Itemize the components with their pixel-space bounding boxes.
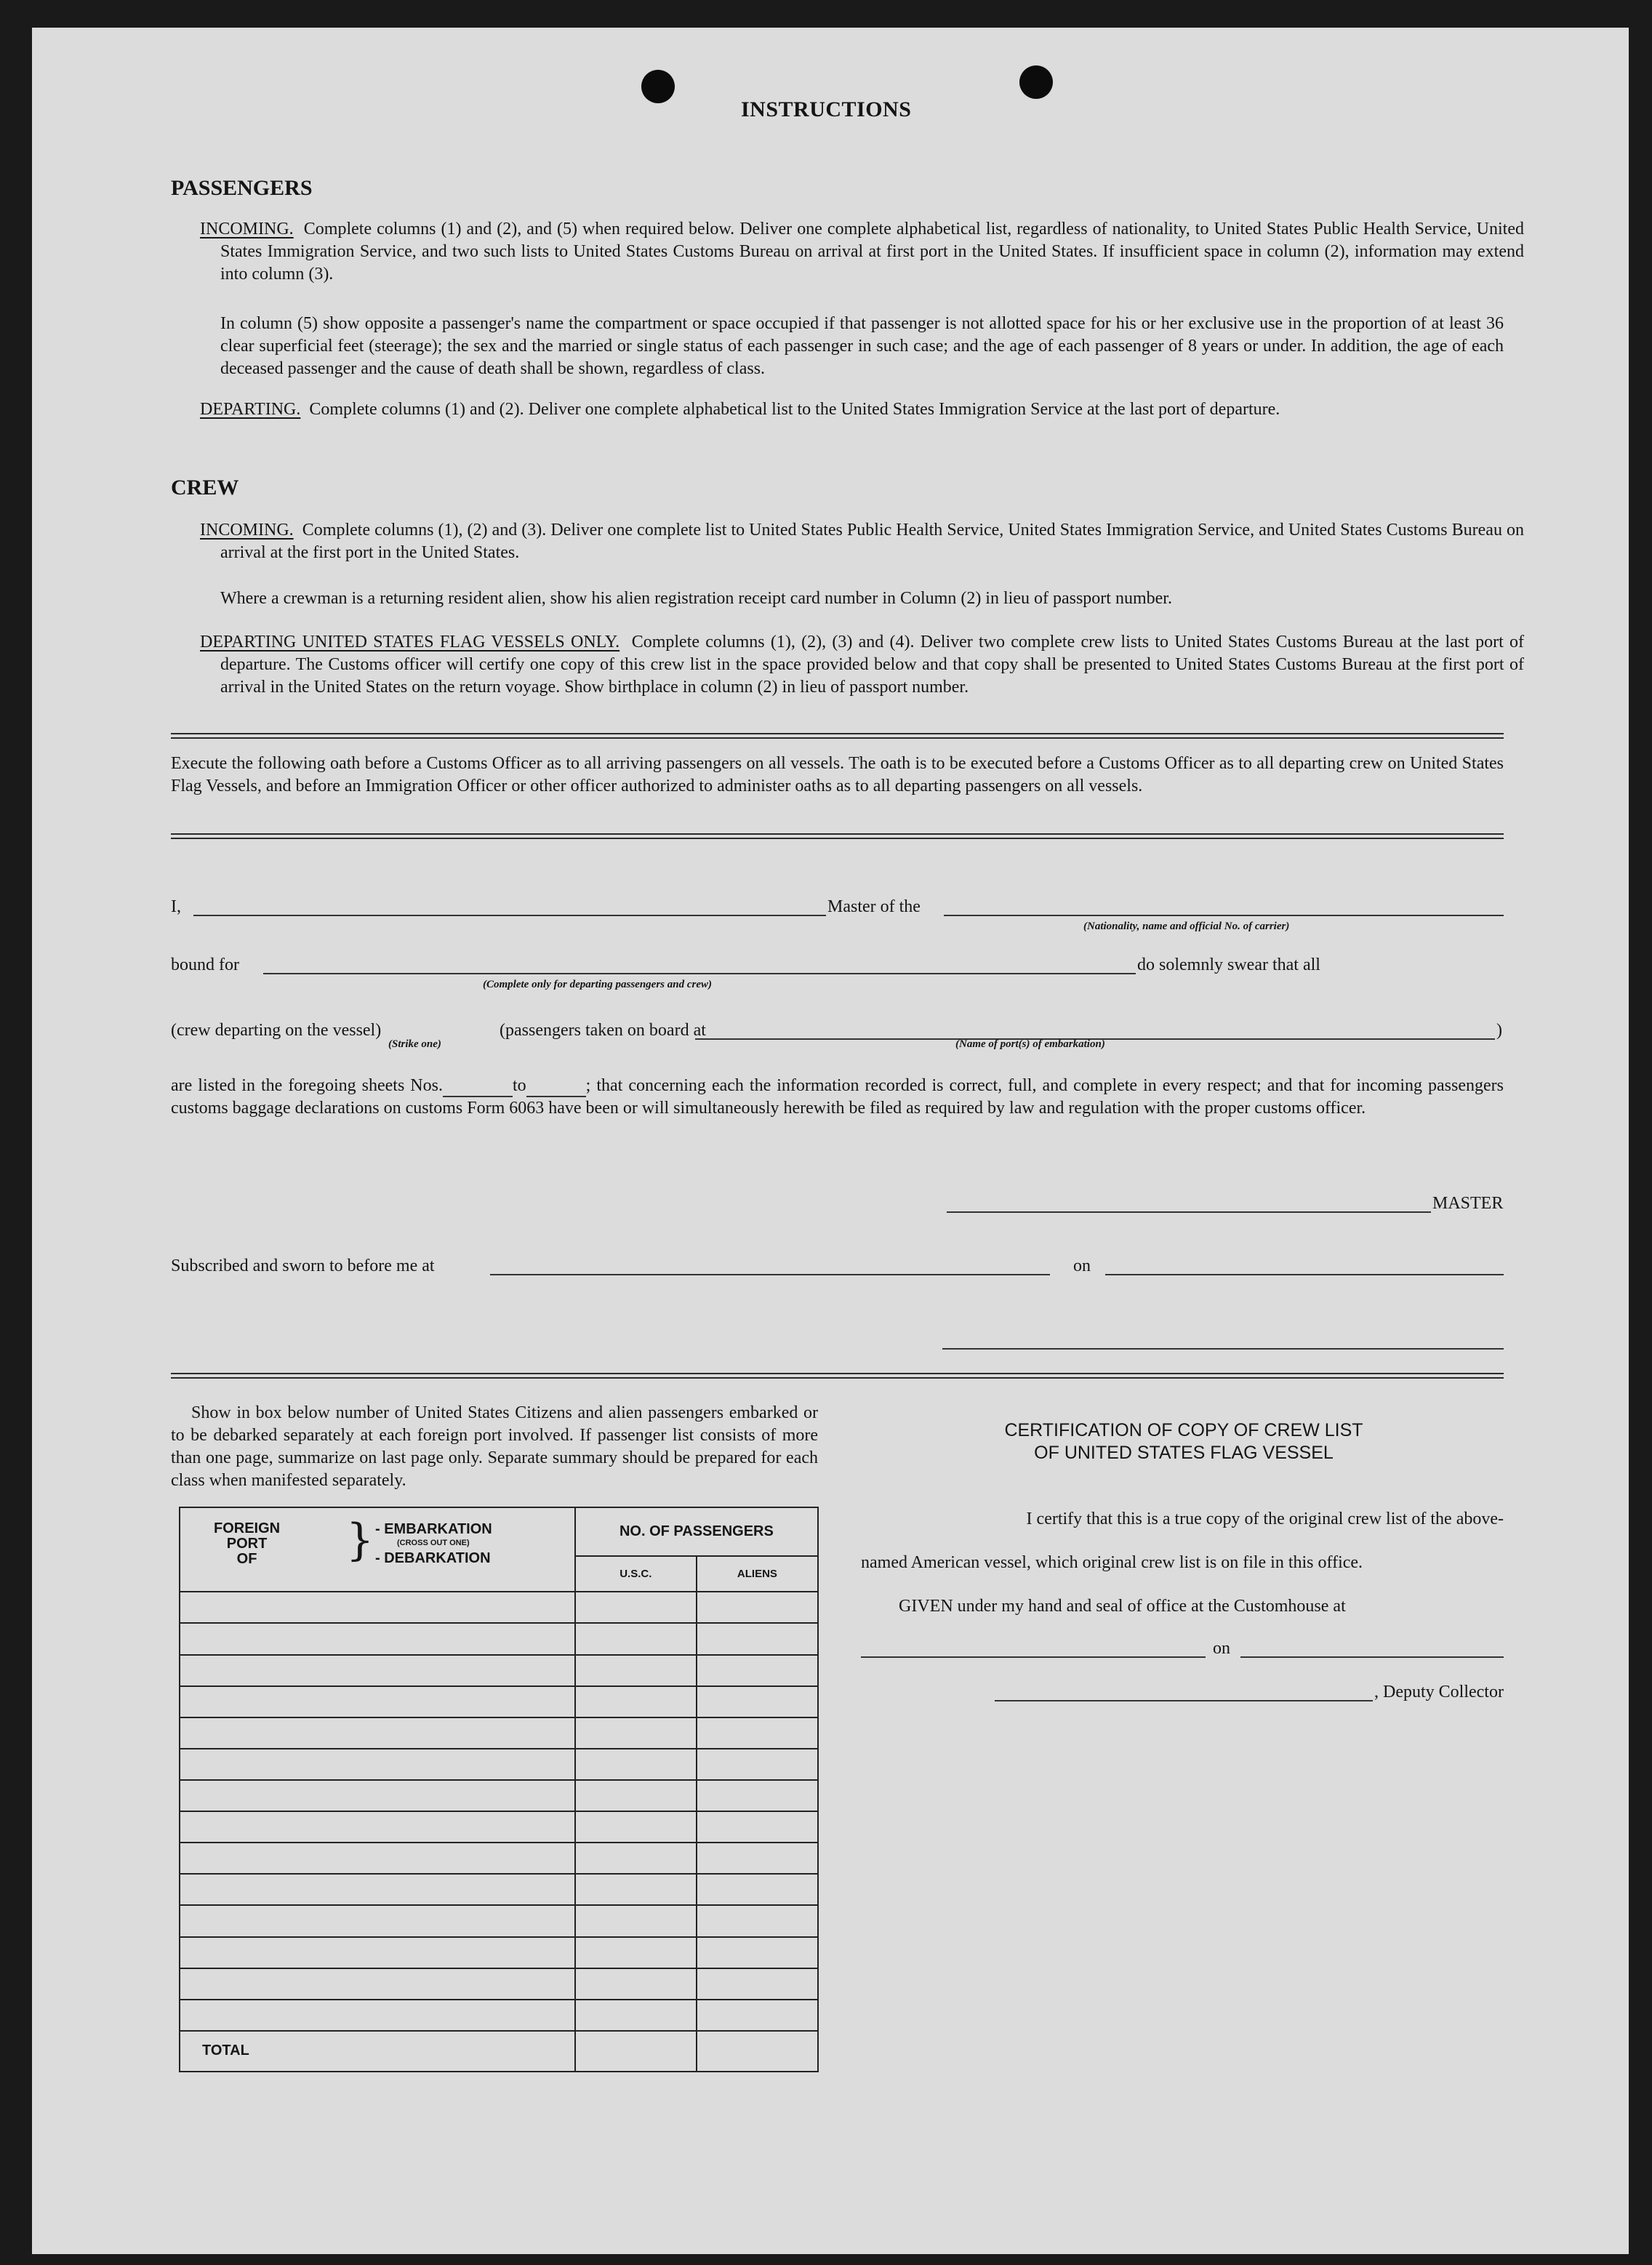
aliens-cell[interactable] [697,1843,818,1874]
usc-cell[interactable] [575,1780,697,1811]
total-usc-cell[interactable] [575,2031,697,2072]
divider [171,737,1504,739]
cross-out-note: (CROSS OUT ONE) [397,1539,470,1547]
port-cell[interactable] [180,1874,575,1905]
divider [171,1373,1504,1374]
subscribed-label: Subscribed and sworn to before me at [171,1256,435,1275]
usc-cell[interactable] [575,1937,697,1968]
deputy-signature-field[interactable] [995,1680,1373,1701]
certification-title-line-2: OF UNITED STATES FLAG VESSEL [1034,1443,1334,1463]
certify-date-field[interactable] [1240,1636,1504,1658]
sworn-date-field[interactable] [1105,1254,1504,1275]
port-cell[interactable] [180,1592,575,1623]
crew-departing-option: (crew departing on the vessel) [171,1021,382,1040]
aliens-cell[interactable] [697,1780,818,1811]
passengers-incoming-text: Complete columns (1) and (2), and (5) when required below. Deliver one complete alphabetical list, regardless of nationality, to United States Public Health Service, United States Immigration Service, and two such lists to United States Customs Bureau on arrival at first port in the United States. If insufficient space in column (2), information may extend into column (3). [220,220,1525,284]
swear-text: do solemnly swear that all [1137,955,1320,974]
aliens-cell[interactable] [697,1968,818,2000]
sworn-place-field[interactable] [490,1254,1050,1275]
customhouse-field[interactable] [861,1636,1206,1658]
divider [171,1377,1504,1379]
port-cell[interactable] [180,1811,575,1843]
master-signature-field[interactable] [947,1191,1431,1213]
usc-cell[interactable] [575,1905,697,1936]
port-cell[interactable] [180,1780,575,1811]
passengers-incoming-paragraph [200,218,1524,286]
crew-departing-paragraph [200,631,1524,699]
port-cell[interactable] [180,1968,575,2000]
brace-icon: } [346,1515,374,1566]
passengers-heading: PASSENGERS [171,176,313,200]
port-cell[interactable] [180,1843,575,1874]
divider [171,733,1504,734]
divider [171,838,1504,839]
embarkation-ports-field[interactable] [695,1018,1495,1040]
passengers-taken-option: (passengers taken on board at [500,1021,706,1040]
summary-instructions: Show in box below number of United States Citizens and alien passengers embarked or to be debarked separately at each foreign port involved. If passenger list consists of more than one page, summarize on last page only. Separate summary should be prepared for each class when manifested separately. [171,1403,818,1490]
port-cell[interactable] [180,1623,575,1654]
aliens-cell[interactable] [697,1749,818,1780]
master-label: MASTER [1432,1194,1504,1213]
ports-note: (Name of port(s) of embarkation) [955,1038,1105,1050]
punch-hole [641,70,675,103]
oath-i-label: I, [171,897,181,916]
master-name-field[interactable] [193,894,826,916]
port-cell[interactable] [180,1749,575,1780]
usc-cell[interactable] [575,1843,697,1874]
debarkation-label: - DEBARKATION [375,1550,491,1566]
passengers-departing-label: DEPARTING. [200,400,301,419]
embarkation-label: - EMBARKATION [375,1521,492,1537]
port-cell[interactable] [180,1686,575,1717]
aliens-cell[interactable] [697,2000,818,2031]
usc-cell[interactable] [575,1749,697,1780]
listed-sheets-text: are listed in the foregoing sheets Nos. [171,1076,443,1095]
port-cell[interactable] [180,1717,575,1749]
aliens-cell[interactable] [697,1937,818,1968]
document-page [32,28,1629,2254]
usc-cell[interactable] [575,1686,697,1717]
foreign-port-header [180,1507,575,1592]
usc-cell[interactable] [575,1592,697,1623]
crew-resident-paragraph: Where a crewman is a returning resident alien, show his alien registration receipt card number in Column (2) in lieu of passport number. [220,589,1172,608]
punch-hole [1019,65,1053,99]
passenger-summary-table [179,1507,819,2072]
crew-incoming-text: Complete columns (1), (2) and (3). Deliver one complete list to United States Public Health Service, United States Immigration Service, and United States Customs Bureau on arrival at the first port in the United States. [220,521,1525,562]
divider [171,833,1504,835]
aliens-cell[interactable] [697,1905,818,1936]
passengers-incoming-label: INCOMING. [200,220,294,238]
crew-departing-label: DEPARTING UNITED STATES FLAG VESSELS ONLY. [200,633,620,652]
sheet-from-field[interactable] [443,1080,513,1097]
certify-on-label: on [1213,1639,1230,1658]
crew-departing-text: Complete columns (1), (2), (3) and (4). Deliver two complete crew lists to United States Customs Bureau at the last port of departure. The Customs officer will certify one copy of this crew list in the space provided below and that copy shall be presented to United States Customs Bureau at the first port of arrival in the United States on the return voyage. Show birthplace in column (2) in lieu of passport number. [220,633,1524,697]
aliens-cell[interactable] [697,1717,818,1749]
officer-signature-field[interactable] [942,1328,1504,1350]
page-title: INSTRUCTIONS [741,97,912,121]
total-label: TOTAL [180,2031,575,2072]
oath-instructions: Execute the following oath before a Customs Officer as to all arriving passengers on all vessels. The oath is to be executed before a Customs Officer as to all departing crew on United States Flag Vessels, and before an Immigration Officer or other officer authorized to administer oaths as to all departing passengers on all vessels. [171,754,1504,795]
usc-cell[interactable] [575,2000,697,2031]
usc-cell[interactable] [575,1655,697,1686]
usc-cell[interactable] [575,1623,697,1654]
aliens-cell[interactable] [697,1655,818,1686]
aliens-cell[interactable] [697,1811,818,1843]
total-aliens-cell[interactable] [697,2031,818,2072]
bound-for-note: (Complete only for departing passengers and crew) [483,979,712,990]
usc-cell[interactable] [575,1968,697,2000]
no-of-passengers-header: NO. OF PASSENGERS [575,1507,818,1556]
carrier-field[interactable] [944,894,1504,916]
certify-line-3: GIVEN under my hand and seal of office at the Customhouse at [899,1597,1346,1616]
aliens-header: ALIENS [697,1556,818,1592]
certify-line-2: named American vessel, which original crew list is on file in this office. [861,1553,1363,1572]
port-cell[interactable] [180,1905,575,1936]
bound-for-label: bound for [171,955,239,974]
bound-for-field[interactable] [263,953,1136,974]
aliens-cell[interactable] [697,1623,818,1654]
port-cell[interactable] [180,1655,575,1686]
close-paren: ) [1496,1021,1502,1040]
sheet-to-field[interactable] [526,1080,586,1097]
usc-cell[interactable] [575,1811,697,1843]
usc-cell[interactable] [575,1874,697,1905]
certification-title-line-1: CERTIFICATION OF COPY OF CREW LIST [1004,1420,1363,1440]
port-cell[interactable] [180,1937,575,1968]
certification-title [864,1419,1504,1464]
usc-cell[interactable] [575,1717,697,1749]
crew-incoming-label: INCOMING. [200,521,294,540]
to-label: to [512,1076,526,1095]
deputy-collector-label: , Deputy Collector [1374,1683,1504,1701]
listed-sheets-paragraph [171,1075,1504,1120]
sworn-on-label: on [1073,1256,1091,1275]
passengers-departing-paragraph [200,398,1524,421]
master-of-label: Master of the [827,897,921,916]
passengers-departing-text: Complete columns (1) and (2). Deliver one complete alphabetical list to the United States Immigration Service at the last port of departure. [309,400,1280,419]
passengers-column5-paragraph: In column (5) show opposite a passenger's name the compartment or space occupied if that passenger is not allotted space for his or her exclusive use in the proportion of at least 36 clear superficial feet (steerage); the sex and the married or single status of each passenger in such case; and the age of each passenger of 8 years or under. In addition, the age of each deceased passenger and the cause of death shall be shown, regardless of class. [220,314,1504,378]
aliens-cell[interactable] [697,1686,818,1717]
aliens-cell[interactable] [697,1874,818,1905]
strike-one-note: (Strike one) [388,1038,441,1050]
aliens-cell[interactable] [697,1592,818,1623]
foreign-port-label: FOREIGN PORT OF [214,1520,281,1567]
crew-incoming-paragraph [200,519,1524,564]
listed-sheets-text-continued: ; that concerning each the information recorded is correct, full, and complete in every respect; and that for incoming passengers customs baggage declarations on customs Form 6063 have been or will simultaneously herewith be filed as required by law and regulation with the proper customs officer. [171,1076,1504,1118]
port-cell[interactable] [180,2000,575,2031]
crew-heading: CREW [171,476,239,500]
carrier-note: (Nationality, name and official No. of carrier) [1083,921,1290,932]
certify-line-1: I certify that this is a true copy of the original crew list of the above- [1026,1510,1504,1528]
usc-header: U.S.C. [575,1556,697,1592]
